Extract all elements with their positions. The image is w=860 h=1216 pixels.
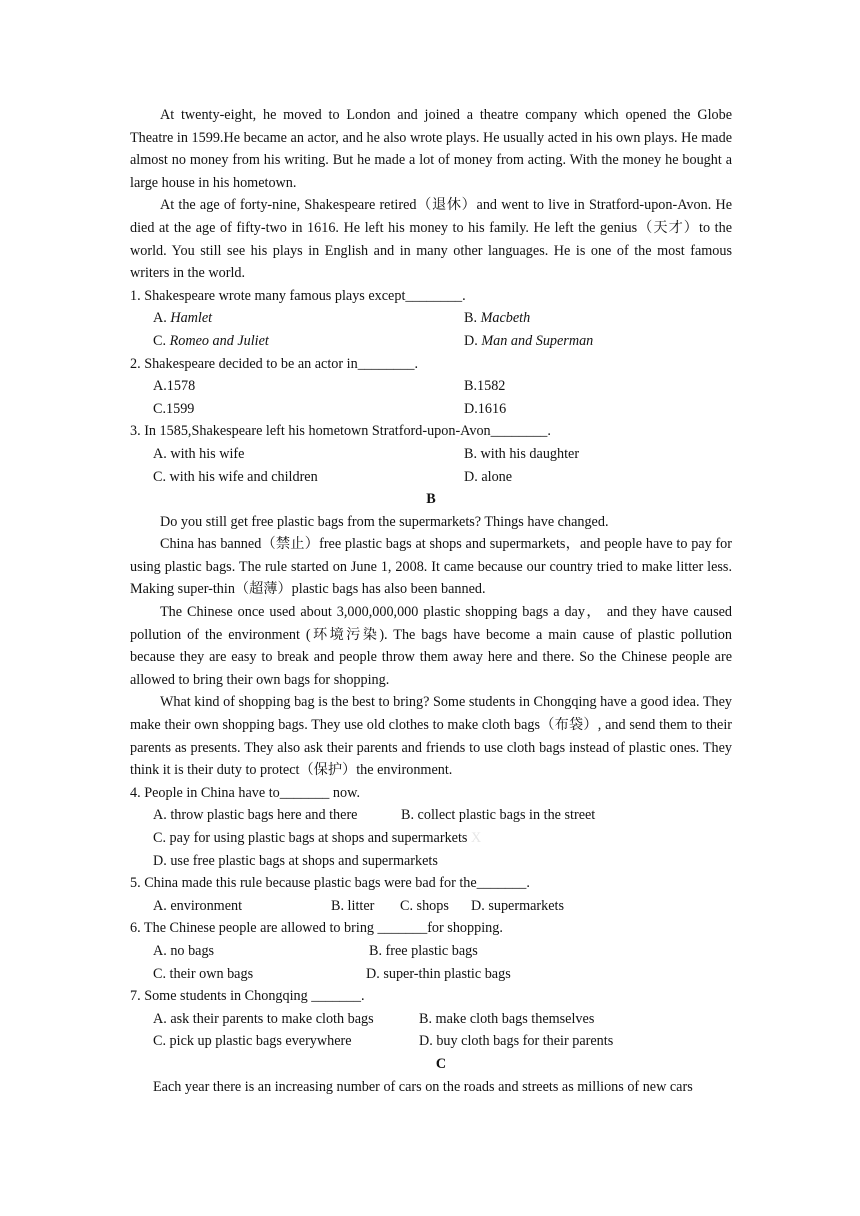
question-options	[130, 307, 732, 352]
option-b: B. Macbeth	[464, 310, 531, 327]
option-d: D. Man and Superman	[464, 332, 594, 349]
option-b: B. collect plastic bags in the street	[401, 807, 596, 824]
question-stem: 3. In 1585,Shakespeare left his hometown Stratford-upon-Avon________.	[130, 423, 551, 440]
question-options	[130, 443, 732, 488]
option-b: B. free plastic bags	[369, 942, 478, 959]
option-c: C. shops	[400, 897, 449, 914]
question-stem: 6. The Chinese people are allowed to bring _______for shopping.	[130, 920, 503, 937]
option-d: D. buy cloth bags for their parents	[419, 1033, 614, 1050]
option-b: B. litter	[331, 897, 375, 914]
option-b: B.1582	[464, 378, 506, 395]
paragraph: What kind of shopping bag is the best to bring? Some students in Chongqing have a good idea. They make their own shopping bags. They use old clothes to make cloth bags（布袋）, and send them to their parents as presents. They also ask their parents and friends to use cloth bags instead of plastic ones. They think it is their duty to protect（保护）the environment.	[130, 694, 732, 779]
option-c: C. Romeo and Juliet	[153, 332, 269, 349]
option-c: C. their own bags	[153, 965, 254, 982]
option-a: A. throw plastic bags here and there	[153, 807, 358, 824]
paragraph: Each year there is an increasing number of cars on the roads and streets as millions of new cars	[153, 1078, 693, 1095]
option-d: D. use free plastic bags at shops and supermarkets	[153, 852, 438, 869]
question-stem: 7. Some students in Chongqing _______.	[130, 988, 365, 1005]
paragraph: The Chinese once used about 3,000,000,000 plastic shopping bags a day， and they have caused pollution of the environment (环境污染). The bags have become a main cause of plastic pollution because they are easy to break and people throw them away here and there. So the Chinese people are allowed to bring their own bags for shopping.	[130, 604, 732, 688]
document-page	[130, 104, 732, 1098]
option-c: C. pick up plastic bags everywhere	[153, 1033, 352, 1050]
paragraph: China has banned（禁止）free plastic bags at shops and supermarkets，and people have to pay for using plastic bags. The rule started on June 1, 2008. It came because our country tried to make litter less. Making super-thin（超薄）plastic bags has also been banned.	[130, 536, 732, 598]
option-d: D. alone	[464, 468, 513, 485]
question-stem: 2. Shakespeare decided to be an actor in________.	[130, 355, 418, 372]
option-d: D.1616	[464, 400, 507, 417]
section-heading-b: B	[426, 491, 436, 508]
paragraph: At twenty-eight, he moved to London and joined a theatre company which opened the Globe Theatre in 1599.He became an actor, and he also wrote plays. He usually acted in his own plays. He made almost no money from his writing. But he made a lot of money from acting. With the money he bought a large house in his hometown.	[130, 107, 732, 191]
option-c: C. with his wife and children	[153, 468, 318, 485]
question-stem: 5. China made this rule because plastic bags were bad for the_______.	[130, 875, 530, 892]
option-b: B. with his daughter	[464, 445, 580, 462]
question-stem: 4. People in China have to_______ now.	[130, 784, 360, 801]
option-c: C.1599	[153, 400, 195, 417]
option-c: C. pay for using plastic bags at shops and supermarkets X	[153, 830, 482, 846]
faint-mark: X	[470, 830, 482, 846]
option-d: D. super-thin plastic bags	[366, 965, 511, 982]
paragraph: Do you still get free plastic bags from the supermarkets? Things have changed.	[160, 513, 609, 530]
question-stem: 1. Shakespeare wrote many famous plays except________.	[130, 287, 466, 304]
option-b: B. make cloth bags themselves	[419, 1010, 595, 1027]
paragraph: At the age of forty-nine, Shakespeare retired（退休）and went to live in Stratford-upon-Avon. He died at the age of fifty-two in 1616. He left his money to his family. He left the genius（天才）to the world. You still see his plays in English and in many other languages. He is one of the most famous writers in the world.	[130, 197, 732, 282]
option-a: A.1578	[153, 378, 196, 395]
option-d: D. supermarkets	[471, 897, 564, 914]
section-heading-c: C	[435, 1055, 447, 1072]
option-a: A. with his wife	[153, 445, 245, 462]
question-options	[130, 375, 732, 420]
option-a: A. no bags	[153, 942, 215, 959]
option-a: A. Hamlet	[153, 310, 213, 327]
option-a: A. ask their parents to make cloth bags	[153, 1010, 374, 1027]
option-a: A. environment	[153, 897, 243, 914]
